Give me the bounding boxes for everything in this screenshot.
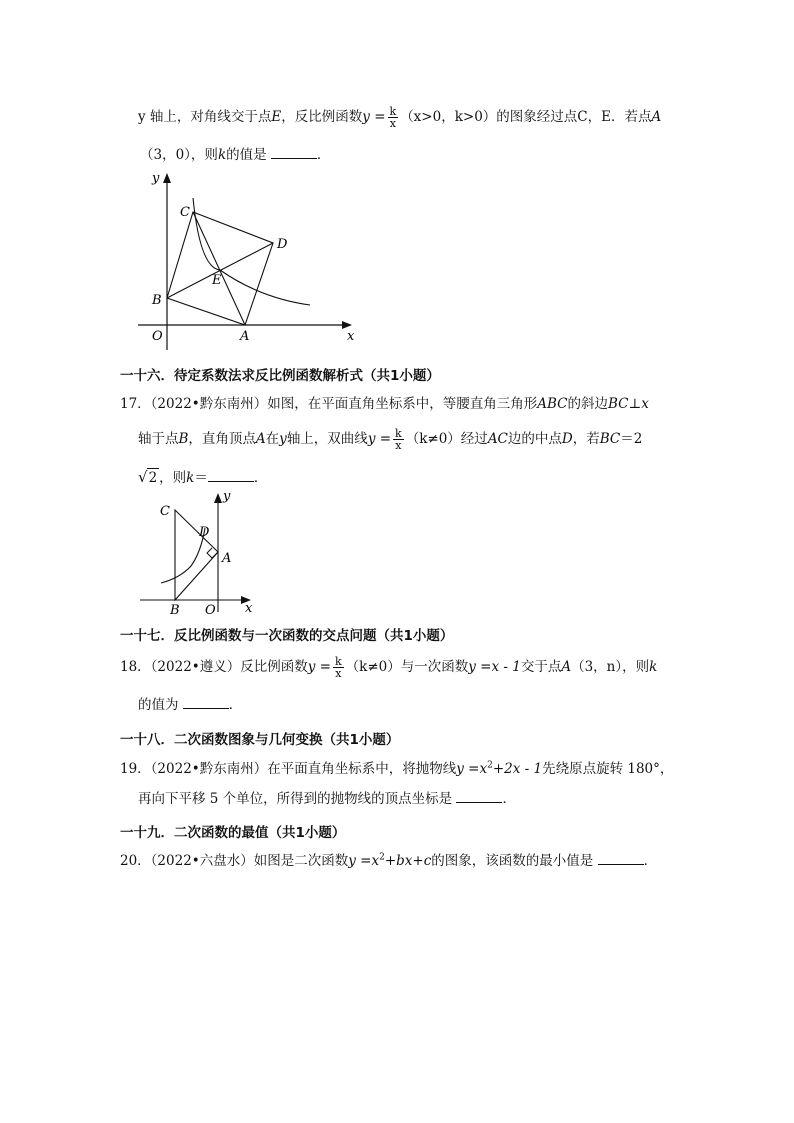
q17-text: 的斜边 xyxy=(567,396,608,412)
q16-point-E: E xyxy=(271,109,282,125)
figure-isosceles-triangle xyxy=(135,488,285,618)
q19-line1 xyxy=(120,760,673,778)
q17-text: 轴上，双曲线 xyxy=(286,431,368,447)
section-heading-18: 一十八．二次函数图象与几何变换（共1小题） xyxy=(120,732,400,748)
q16-text: ，反比例函数 xyxy=(281,109,363,125)
q18-k: k xyxy=(649,659,658,675)
q16-func: y = xyxy=(362,109,386,125)
answer-blank[interactable] xyxy=(183,708,229,709)
y-axis-arrow xyxy=(163,173,171,183)
label-O: O xyxy=(205,603,216,618)
q18-text: 18．（2022•遵义）反比例函数 xyxy=(120,659,308,675)
q16-point-A: A xyxy=(651,109,662,125)
label-y: y xyxy=(152,171,160,186)
q19-text: 再向下平移 5 个单位，所得到的抛物线的顶点坐标是 xyxy=(138,791,453,807)
q17-point-D: D xyxy=(561,431,573,447)
label-B: B xyxy=(170,603,180,618)
q17-frac-num: k xyxy=(395,427,402,440)
q18-point-coords: （3，n），则 xyxy=(571,659,650,675)
q19-parabola-a: y =x xyxy=(456,761,488,777)
section-heading-19: 一十九．二次函数的最值（共1小题） xyxy=(120,825,346,841)
label-O: O xyxy=(152,329,163,344)
square-ABCD xyxy=(167,212,273,325)
triangle-ABC xyxy=(175,510,218,600)
label-x: x xyxy=(347,329,355,344)
q20-exponent: 2 xyxy=(379,852,385,863)
section-heading-17: 一十七．反比例函数与一次函数的交点问题（共1小题） xyxy=(120,628,454,644)
q17-condition: （k≠0）经过 xyxy=(405,431,488,447)
q17-text: 17．（2022•黔东南州）如图，在平面直角坐标系中，等腰直角三角形 xyxy=(120,396,538,412)
q18-frac-den: x xyxy=(335,667,342,680)
q16-line2 xyxy=(140,146,330,164)
q17-ac: AC xyxy=(487,431,508,447)
q17-frac-den: x xyxy=(395,439,402,452)
period: ． xyxy=(253,470,268,486)
hyperbola-curve xyxy=(193,198,310,305)
label-E: E xyxy=(212,273,222,288)
q17-bc: BC xyxy=(599,431,621,447)
q18-condition: （k≠0）与一次函数 xyxy=(345,659,469,675)
q17-point-A: A xyxy=(255,431,266,447)
q16-points: C，E．若点 xyxy=(577,109,652,125)
period: ． xyxy=(228,697,243,713)
q16-k: k xyxy=(217,147,227,163)
q18-linear-func: y =x - 1 xyxy=(468,659,521,675)
q16-fraction xyxy=(388,106,399,129)
period: ． xyxy=(502,791,516,807)
q18-frac-num: k xyxy=(334,655,342,668)
q17-text: ＝ xyxy=(194,470,208,486)
label-D: D xyxy=(199,525,210,540)
q18-line1 xyxy=(120,656,657,679)
q17-text: ＝2 xyxy=(620,431,643,447)
q19-text: 先绕原点旋转 180°， xyxy=(542,761,674,777)
q20-parabola-b: +bx+c xyxy=(384,853,432,869)
label-D: D xyxy=(277,237,288,252)
sqrt-icon: √ xyxy=(138,468,148,486)
q17-text: 在 xyxy=(265,431,280,447)
q18-line2 xyxy=(138,696,242,714)
q18-text: 交于点 xyxy=(520,659,562,675)
q17-abc: ABC xyxy=(537,396,568,412)
x-axis-arrow xyxy=(342,321,352,329)
q18-func: y = xyxy=(307,659,331,675)
label-A: A xyxy=(222,551,232,566)
answer-blank[interactable] xyxy=(208,481,254,482)
q17-text: 边的中点 xyxy=(507,431,562,447)
q18-text: 的值为 xyxy=(138,697,179,713)
q20-line1 xyxy=(120,852,657,870)
q17-sqrt-value: 2 xyxy=(148,470,158,486)
period: ． xyxy=(643,853,658,869)
q16-text: y 轴上，对角线交于点 xyxy=(138,109,272,125)
figure-square-hyperbola xyxy=(130,168,360,358)
label-C: C xyxy=(160,504,170,519)
q17-fraction xyxy=(393,428,404,451)
q17-text: ，若 xyxy=(572,431,600,447)
q16-text: （3，0），则 xyxy=(140,147,218,163)
q19-exponent: 2 xyxy=(487,760,493,771)
label-C: C xyxy=(180,205,190,220)
answer-blank[interactable] xyxy=(271,158,317,159)
q17-line3 xyxy=(138,468,267,487)
q17-k: k xyxy=(186,470,195,486)
q17-line2 xyxy=(138,428,642,451)
q17-func: y = xyxy=(367,431,392,447)
q17-line1 xyxy=(120,395,649,413)
q17-text: ，则 xyxy=(159,470,187,486)
q19-parabola-b: +2x - 1 xyxy=(492,761,543,777)
label-x: x xyxy=(245,601,253,616)
q20-text: 的图象，该函数的最小值是 xyxy=(431,853,594,869)
q17-point-B: B xyxy=(178,431,189,447)
q16-line1 xyxy=(138,106,661,129)
answer-blank[interactable] xyxy=(598,864,644,865)
q16-text: 的值是 xyxy=(226,147,267,163)
q18-fraction xyxy=(333,656,344,679)
answer-blank[interactable] xyxy=(456,802,502,803)
q17-text: ，直角顶点 xyxy=(188,431,256,447)
q17-bc-perp: BC⊥x xyxy=(608,396,649,412)
label-y: y xyxy=(223,489,231,504)
y-axis-arrow xyxy=(214,493,222,503)
q19-line2 xyxy=(138,790,516,808)
q17-text: 轴于点 xyxy=(138,431,179,447)
q18-point-A: A xyxy=(561,659,572,675)
q20-text: 20．（2022•六盘水）如图是二次函数 xyxy=(120,853,349,869)
q19-text: 19．（2022•黔东南州）在平面直角坐标系中，将抛物线 xyxy=(120,761,457,777)
q16-condition: （x>0，k>0）的图象经过点 xyxy=(400,109,578,125)
q17-y: y xyxy=(279,431,287,447)
q16-frac-num: k xyxy=(389,105,397,118)
q16-frac-den: x xyxy=(389,117,396,130)
q20-parabola-a: y =x xyxy=(348,853,380,869)
period: ． xyxy=(316,147,331,163)
label-B: B xyxy=(152,293,162,308)
section-heading-16: 一十六．待定系数法求反比例函数解析式（共1小题） xyxy=(120,368,440,384)
label-A: A xyxy=(240,329,250,344)
right-angle-mark xyxy=(207,548,218,558)
